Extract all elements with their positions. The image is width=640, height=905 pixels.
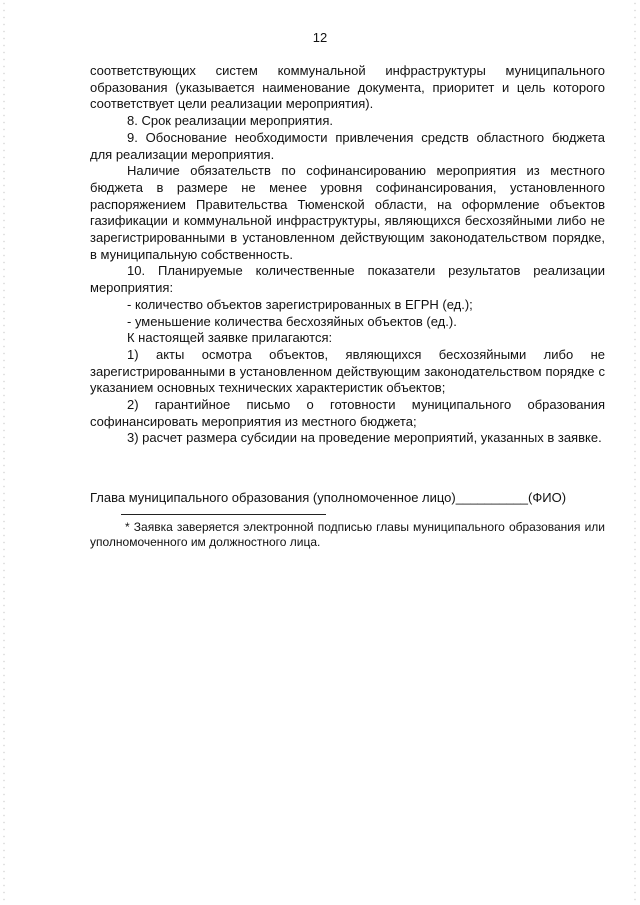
- indicator-registered-objects: - количество объектов зарегистрированных в ЕГРН (ед.);: [127, 296, 473, 312]
- signature-line: Глава муниципального образования (уполномоченное лицо)__________(ФИО): [90, 490, 567, 505]
- paragraph-item-8: 8. Срок реализации мероприятия.: [127, 113, 333, 129]
- footnote: [90, 520, 605, 550]
- document-body: [90, 63, 605, 447]
- paragraph-item-9: 9. Обоснование необходимости привлечения средств областного бюджета для реализации мероприятия.: [90, 129, 605, 162]
- indicator-ownerless-objects: - уменьшение количества бесхозяйных объектов (ед.).: [127, 313, 457, 329]
- footnote-divider: [121, 514, 326, 515]
- page-number: 12: [312, 30, 328, 45]
- paragraph-cofinancing: Наличие обязательств по софинансированию мероприятия из местного бюджета в размере не менее уровня софинансирования, установленного распоряжением Правительства Тюменской области, на оформление объектов газификации и коммунальной инфраструктуры, являющихся бесхозяйными либо не зарегистрированными в установленном действующим законодательством порядке, в муниципальную собственность.: [90, 163, 605, 262]
- attachment-item-2: 2) гарантийное письмо о готовности муниципального образования софинансировать мероприятия из местного бюджета;: [90, 397, 605, 429]
- paragraph-continuation: соответствующих систем коммунальной инфраструктуры муниципального образования (указывается наименование документа, приоритет и цель которого соответствует цели реализации мероприятия).: [90, 63, 605, 112]
- attachment-item-1: 1) акты осмотра объектов, являющихся бесхозяйными либо не зарегистрированными в установленном действующим законодательством порядке с указанием основных технических характеристик объектов;: [90, 346, 605, 396]
- scan-margin-right: [634, 0, 636, 905]
- attachment-item-3: 3) расчет размера субсидии на проведение мероприятий, указанных в заявке.: [127, 430, 602, 446]
- scan-margin-left: [3, 0, 5, 905]
- attachments-heading: К настоящей заявке прилагаются:: [127, 330, 333, 346]
- footnote-text: * Заявка заверяется электронной подписью главы муниципального образования или уполномоченного им должностного лица.: [90, 520, 605, 549]
- paragraph-item-10: 10. Планируемые количественные показатели результатов реализации мероприятия:: [90, 263, 605, 296]
